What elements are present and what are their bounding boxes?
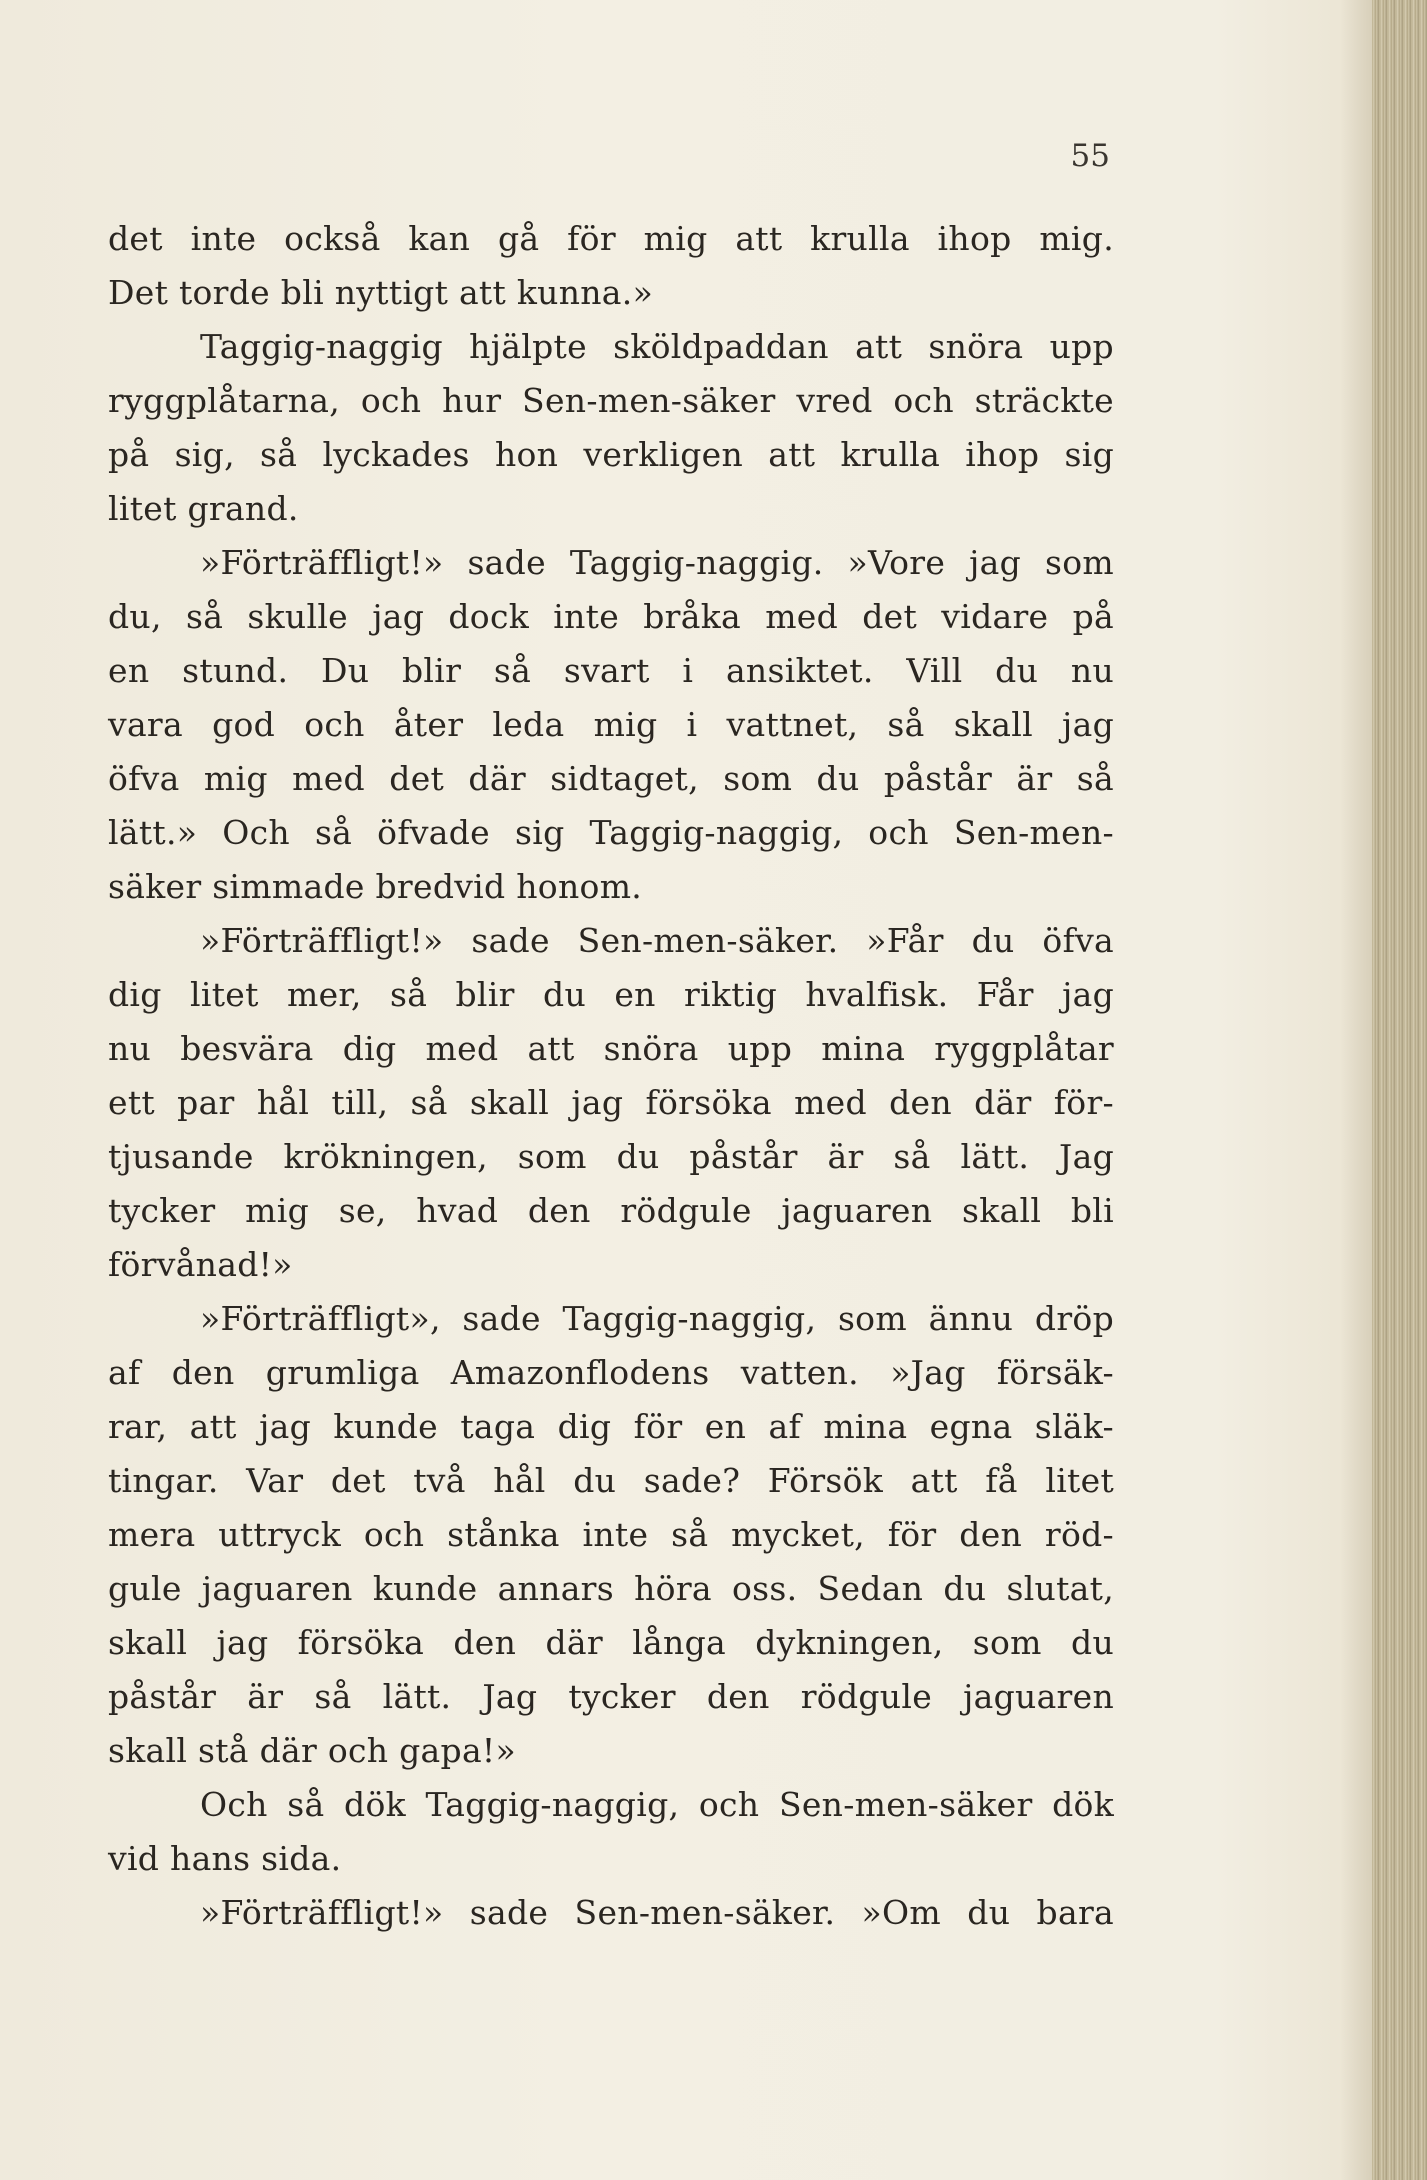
text-line: Taggig-naggig hjälpte sköldpaddan att snöra upp	[200, 327, 1114, 366]
text-line: förvånad!»	[108, 1245, 293, 1284]
text-line: »Förträffligt!» sade Taggig-naggig. »Vore jag som	[200, 543, 1114, 582]
text-line: påstår är så lätt. Jag tycker den rödgule jaguaren	[108, 1677, 1114, 1716]
text-line: ryggplåtarna, och hur Sen-men-säker vred och sträckte	[108, 381, 1114, 420]
text-line: rar, att jag kunde taga dig för en af mina egna släk-	[108, 1407, 1114, 1446]
page-binding-edge	[1372, 0, 1427, 2180]
text-line: öfva mig med det där sidtaget, som du påstår är så	[108, 759, 1114, 798]
text-line: Det torde bli nyttigt att kunna.»	[108, 273, 654, 312]
body-text	[108, 212, 1114, 1940]
text-line: en stund. Du blir så svart i ansiktet. Vill du nu	[108, 651, 1114, 690]
text-line: lätt.» Och så öfvade sig Taggig-naggig, och Sen-men-	[108, 813, 1114, 852]
text-line: nu besvära dig med att snöra upp mina ryggplåtar	[108, 1029, 1114, 1068]
text-line: vid hans sida.	[108, 1839, 342, 1878]
text-line: mera uttryck och stånka inte så mycket, för den röd-	[108, 1515, 1114, 1554]
text-line: tycker mig se, hvad den rödgule jaguaren skall bli	[108, 1191, 1114, 1230]
binding-shadow	[1340, 0, 1374, 2180]
text-line: af den grumliga Amazonflodens vatten. »Jag försäk-	[108, 1353, 1114, 1392]
text-line: Och så dök Taggig-naggig, och Sen-men-säker dök	[200, 1785, 1114, 1824]
text-line: litet grand.	[108, 489, 299, 528]
text-line: på sig, så lyckades hon verkligen att krulla ihop sig	[108, 435, 1114, 474]
text-line: dig litet mer, så blir du en riktig hvalfisk. Får jag	[108, 975, 1114, 1014]
text-line: du, så skulle jag dock inte bråka med det vidare på	[108, 597, 1114, 636]
text-line: skall stå där och gapa!»	[108, 1731, 516, 1770]
text-line: »Förträffligt!» sade Sen-men-säker. »Får du öfva	[200, 921, 1114, 960]
text-line: »Förträffligt», sade Taggig-naggig, som ännu dröp	[200, 1299, 1114, 1338]
text-line: tingar. Var det två hål du sade? Försök att få litet	[108, 1461, 1114, 1500]
page-number: 55	[1070, 138, 1110, 174]
text-line: »Förträffligt!» sade Sen-men-säker. »Om du bara	[200, 1893, 1114, 1932]
text-line: gule jaguaren kunde annars höra oss. Sedan du slutat,	[108, 1569, 1114, 1608]
text-line: det inte också kan gå för mig att krulla ihop mig.	[108, 219, 1114, 258]
text-line: vara god och åter leda mig i vattnet, så skall jag	[108, 705, 1114, 744]
text-line: säker simmade bredvid honom.	[108, 867, 643, 906]
text-line: tjusande krökningen, som du påstår är så lätt. Jag	[108, 1137, 1114, 1176]
text-line: skall jag försöka den där långa dykningen, som du	[108, 1623, 1114, 1662]
text-line: ett par hål till, så skall jag försöka med den där för-	[108, 1083, 1114, 1122]
